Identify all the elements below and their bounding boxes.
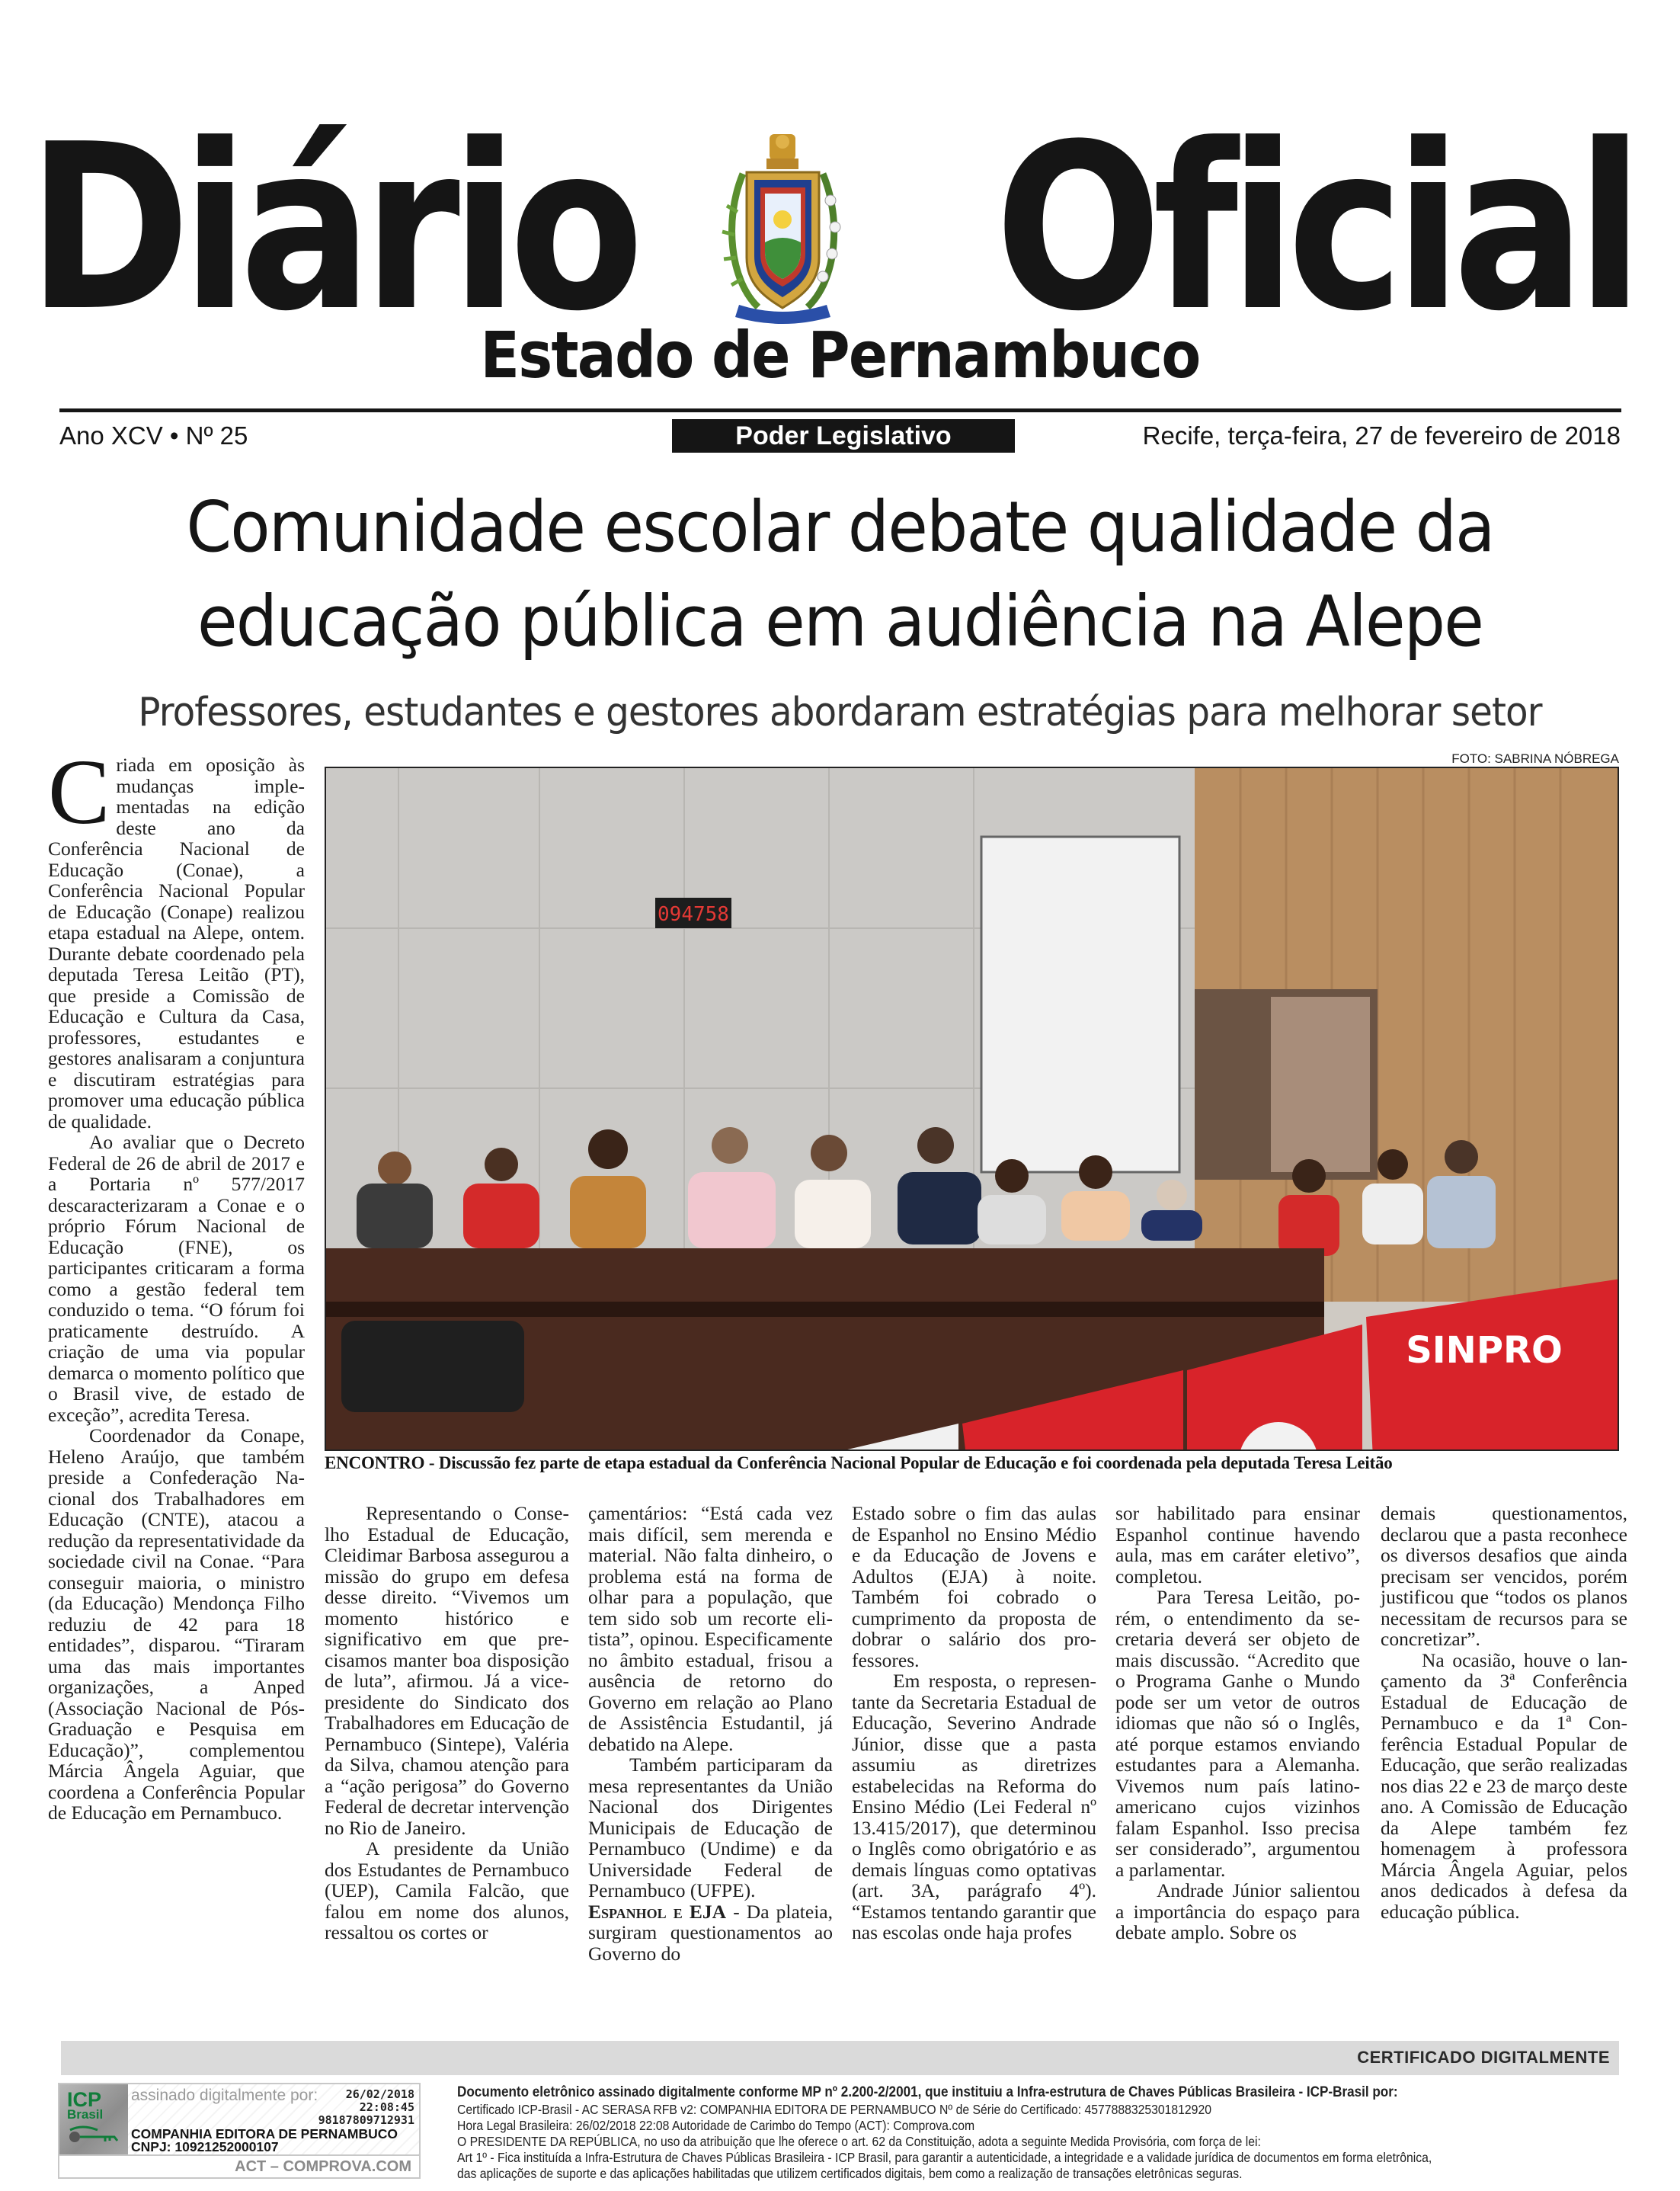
certificate-line: Documento eletrônico assinado digitalmente conforme MP nº 2.200-2/2001, que instituiu a Infra-estrutura de Chaves Públicas Brasileira - ICP-Brasil por: [457, 2084, 1398, 2100]
certificate-text [457, 2084, 1623, 2182]
article-paragraph: Ao avaliar que o Decreto Federal de 26 de abril de 2017 e a Portaria nº 577/2017 descaracterizaram a Conae e o próprio Fórum Nacional de Educação (FNE), os participantes criticaram a forma como a gestão federal tem conduzido o tema. “O fórum foi praticamente destruído. A criação de uma via popular demarca o momento político que o Brasil vive, de estado de exceção”, acredita Teresa. [48, 1131, 305, 1426]
article-paragraph: demais questionamentos, declarou que a pasta reconhece os diversos desafios que ainda precisam ser vencidos, porém justificou que “todos os planos necessitam de recursos para se concretizar”. [1381, 1502, 1627, 1650]
branch-badge: Poder Legislativo [672, 419, 1015, 453]
seal-company: COMPANHIA EDITORA DE PERNAMBUCO [131, 2126, 398, 2141]
section-lead: Espanhol e EJA [588, 1900, 727, 1923]
article-paragraph: Coordenador da Conape, Heleno Araújo, que também preside a Confederação Nacional dos Trabalhadores em Educação (CNTE), atacou a redução da representatividade da sociedade civil na Conae. “Para conseguir maioria, o ministro (da Educação) Mendonça Filho reduziu de 42 para 18 entidades”, disparou. “Tiraram uma das mais importantes organizações, a Anped (Associação Nacional de Pós-Graduação e Pesquisa em Educação)”, complementou Márcia Ângela Aguiar, que coordena a Conferência Popular de Educação em Pernambuco. [48, 1424, 305, 1824]
seal-time: 22:08:45 [359, 2100, 414, 2114]
icp-brasil-logo [59, 2084, 128, 2154]
masthead-title-right: Oficial [994, 95, 1634, 361]
article-paragraph: Estado sobre o fim das aulas de Espanhol no Ensino Médio e da Educação de Jovens e Adultos (EJA) à noite. Também foi cobrado o cumprimento da proposta de dobrar o salário dos professores. [852, 1502, 1096, 1671]
article-column-5 [1115, 1503, 1360, 1943]
masthead-subtitle: Estado de Pernambuco [480, 318, 1200, 392]
article-paragraph: çamentários: “Está cada vez mais difícil, sem merenda e material. Não falta dinheiro, o problema está na forma de olhar para a população, que tem sido sob um recorte elitista”, opinou. Especificamente no âmbito estadual, frisou a ausência de retorno do Governo em relação ao Plano de Assistência Estudantil, já debatido na Alepe. [588, 1502, 833, 1755]
article-photo [325, 767, 1619, 1451]
banner-sinpro: SINPRO [1406, 1329, 1563, 1372]
seal-body [128, 2084, 419, 2154]
caption-text: - Discussão fez parte de etapa estadual da Conferência Nacional Popular de Educação e foi coordenada pela deputada Teresa Leitão [424, 1453, 1393, 1472]
article-column-4 [852, 1503, 1096, 1943]
seal-serial: 98187809712931 [318, 2113, 414, 2127]
certificate-bar [61, 2041, 1619, 2075]
article-paragraph [48, 741, 305, 1132]
seal-footer: ACT – COMPROVA.COM [59, 2154, 419, 2177]
edition-number: Ano XCV • Nº 25 [59, 421, 248, 450]
paragraph-text: riada em oposição às mudanças implementadas na edição deste ano da Conferência Nacional de Educação (Conae), a Conferência Nacional Popular de Educação (Conape) realizou etapa estadual na Alepe, ontem. Durante debate coordenado pela deputada Teresa Leitão (PT), que preside a Comissão de Educação e Cultura da Casa, professores, estudantes e gestores analisaram a conjuntura e discutiram estratégias para promover uma educação pública de qualidade. [48, 754, 305, 1132]
banner-uep [1250, 1449, 1307, 1451]
state-coat-of-arms-icon [716, 128, 850, 328]
certificate-line: O PRESIDENTE DA REPÚBLICA, no uso da atribuição que lhe oferece o art. 62 da Constituição, adota a seguinte Medida Provisória, com força de lei: [457, 2134, 1261, 2149]
article-column-6 [1381, 1503, 1627, 1922]
article-paragraph: Para Teresa Leitão, porém, o entendimento da secretaria deverá ser objeto de mais discussão. “Acredito que o Programa Ganhe o Mundo pode ser um vetor de outros idiomas que não só o Inglês, até porque estamos enviando estudantes para a Alemanha. Vivemos num país latino-americano cujos vizinhos falam Espanhol. Isso precisa ser considerado”, argumentou a parlamentar. [1115, 1586, 1360, 1881]
article-paragraph: Representando o Conselho Estadual de Educação, Cleidimar Barbosa assegurou a missão do grupo em defesa desse direito. “Vivemos um momento histórico e significativo em que precisamos manter boa disposição de luta”, afirmou. Já a vice-presidente do Sindicato dos Trabalhadores em Educação de Pernambuco (Sintepe), Valéria da Silva, chamou atenção para a “ação perigosa” do Governo Federal de decretar intervenção no Rio de Janeiro. [325, 1502, 569, 1839]
seal-label: assinado digitalmente por: [131, 2087, 318, 2104]
article-column-2 [325, 1503, 569, 1943]
article-paragraph: Na ocasião, houve o lançamento da 3ª Conferência Estadual de Educação de Pernambuco e da 1ª Conferência Estadual Popular de Educação, que serão realizadas nos dias 22 e 23 de março deste ano. A Comissão de Educação da Alepe também fez homenagem à professora Márcia Ângela Aguiar, pelos anos dedicados à defesa da educação pública. [1381, 1648, 1627, 1923]
certificate-bar-label: CERTIFICADO DIGITALMENTE [1357, 2048, 1610, 2067]
caption-lead: ENCONTRO [325, 1453, 425, 1472]
article-paragraph [588, 1901, 833, 1965]
certificate-line: das aplicações de suporte e das aplicações habilitadas que utilizem certificados digitais, bem como a realização de transações eletrônicas seguras. [457, 2166, 1243, 2181]
photo-caption [325, 1452, 1620, 1475]
paragraph-text: - Da plateia, surgiram questionamentos ao Governo do [588, 1900, 833, 1965]
icp-logo-subtext: Brasil [67, 2107, 104, 2122]
headline [0, 480, 1680, 669]
article-paragraph: sor habilitado para ensinar Espanhol continue havendo aula, mas em caráter eletivo”, completou. [1115, 1502, 1360, 1587]
photo-scene [326, 768, 1619, 1451]
article-paragraph: Em resposta, o representante da Secretaria Estadual de Educação, Severino Andrade Júnior, disse que a pasta assumiu as diretrizes estabelecidas na Reforma do Ensino Médio (Lei Federal nº 13.415/2017), que determinou o Inglês como obrigatório e as demais línguas como optativas (art. 3A, parágrafo 4º). “Estamos tentando garantir que nas escolas onde haja profes [852, 1670, 1096, 1943]
masthead-rule [59, 408, 1621, 412]
article-column-3 [588, 1503, 833, 1964]
certificate-line: Hora Legal Brasileira: 26/02/2018 22:08 Autoridade de Carimbo do Tempo (ACT): Comprova.com [457, 2118, 975, 2133]
masthead-title-left: Diário [27, 95, 635, 361]
dropcap: C [48, 741, 110, 844]
headline-line: educação pública em audiência na Alepe [197, 581, 1483, 662]
subheadline [0, 688, 1680, 737]
article-paragraph: Andrade Júnior salientou a importância do espaço para debate amplo. Sobre os [1115, 1879, 1360, 1943]
clock-display: 094758 [658, 903, 729, 926]
seal-date: 26/02/2018 [345, 2087, 414, 2101]
certificate-line: Certificado ICP-Brasil - AC SERASA RFB v2: COMPANHIA EDITORA DE PERNAMBUCO Nº de Série do Certificado: 4577888325301812920 [457, 2102, 1211, 2117]
photo-credit: FOTO: SABRINA NÓBREGA [1451, 751, 1619, 766]
key-icon [67, 2124, 120, 2150]
certificate-line: Art 1º - Fica instituída a Infra-Estrutura de Chaves Públicas Brasileira - ICP Brasil, para garantir a autenticidade, a integridade e a validade jurídica de documentos em forma eletrônica, [457, 2150, 1432, 2165]
dateline: Recife, terça-feira, 27 de fevereiro de 2018 [1142, 421, 1621, 450]
subheadline-text: Professores, estudantes e gestores abordaram estratégias para melhorar setor [138, 690, 1542, 735]
headline-line: Comunidade escolar debate qualidade da [186, 486, 1494, 568]
article-paragraph: Também participaram da mesa representantes da União Nacional dos Dirigentes Municipais de Educação de Pernambuco (Undime) e da Universidade Federal de Pernambuco (UFPE). [588, 1754, 833, 1901]
seal-cnpj: CNPJ: 10921252000107 [131, 2139, 279, 2154]
icp-logo-text: ICP [67, 2088, 102, 2111]
digital-signature-seal [58, 2083, 421, 2179]
article-paragraph: A presidente da União dos Estudantes de Pernambuco (UEP), Camila Falcão, que falou em nome dos alunos, ressaltou os cortes or [325, 1837, 569, 1943]
article-column-1 [48, 741, 305, 1824]
